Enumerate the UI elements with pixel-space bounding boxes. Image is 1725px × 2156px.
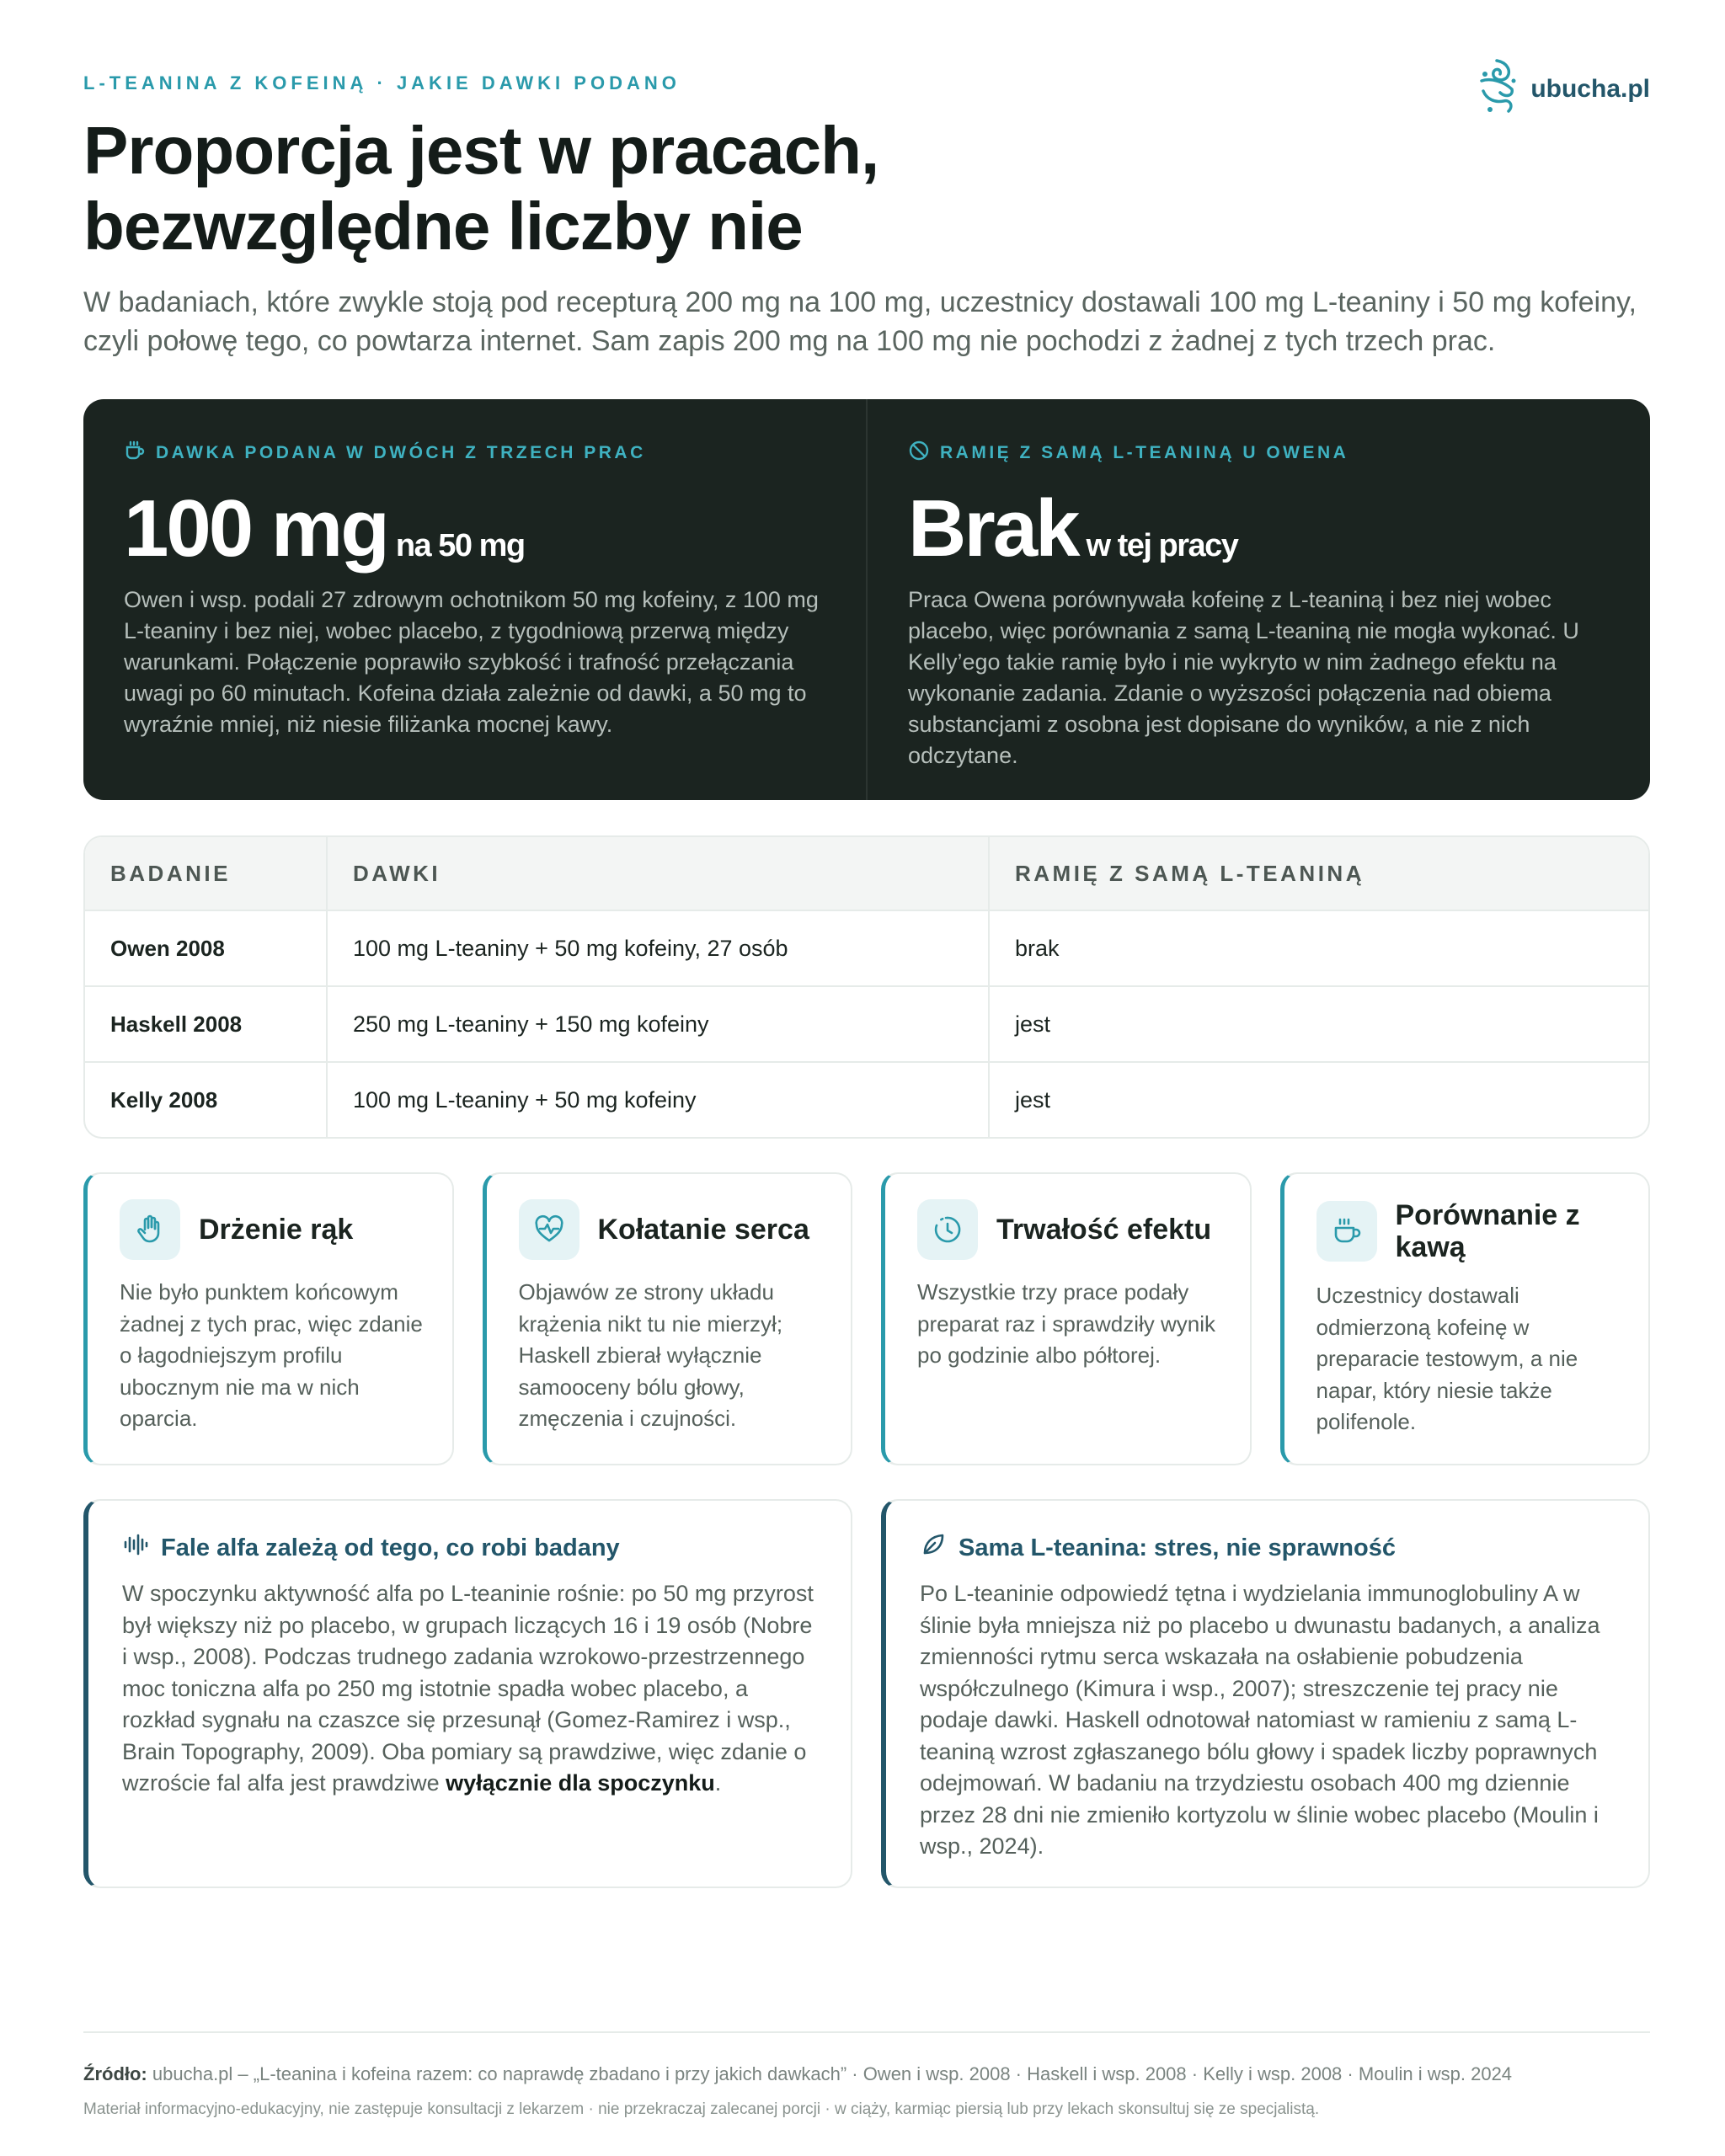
lede: W badaniach, które zwykle stoją pod recepturą 200 mg na 100 mg, uczestnicy dostawali 100 mg L-teaniny i 50 mg kofeiny, czyli połowę tego, co powtarza internet. Sam zapis 200 mg na 100 mg nie pochodzi z żadnej z tych trzech prac. bbox=[83, 286, 1637, 357]
card-duration bbox=[881, 1172, 1252, 1465]
source-text: ubucha.pl – „L-teanina i kofeina razem: co naprawdę zbadano i przy jakich dawkach” · Owen i wsp. 2008 · Haskell i wsp. 2008 · Kelly i wsp. 2008 · Moulin i wsp. 2024 bbox=[152, 2063, 1513, 2084]
arm-label-text: RAMIĘ Z SAMĄ L-TEANINĄ U OWENA bbox=[940, 443, 1349, 462]
arm-small: w tej pracy bbox=[1086, 528, 1238, 563]
dose-panel-right bbox=[866, 399, 1650, 800]
arm-text: Praca Owena porównywała kofeinę z L-teaniną i bez niej wobec placebo, więc porównania z samą L-teaniną nie mogła wykonać. U Kelly’ego takie ramię było i nie wykryto w nim żadnego efektu na wykonanie zadania. Zdanie o wyższości połączenia nad obiema substancjami z osobna jest dopisane do wyników, a nie z nich odczytane. bbox=[908, 587, 1579, 768]
note-head bbox=[920, 1531, 1615, 1565]
column-header-study: BADANIE bbox=[85, 837, 328, 910]
note-title: Sama L-teanina: stres, nie sprawność bbox=[959, 1534, 1396, 1561]
card-coffee bbox=[1280, 1172, 1651, 1465]
study-arm: jest bbox=[1015, 1011, 1051, 1037]
study-arm: brak bbox=[1015, 935, 1060, 961]
source-label: Źródło: bbox=[83, 2063, 147, 2084]
card-head bbox=[1316, 1199, 1624, 1263]
studies-table bbox=[83, 835, 1650, 1139]
timer-icon bbox=[917, 1199, 978, 1260]
table-row bbox=[85, 910, 1648, 985]
title-line-2: bezwzględne liczby nie bbox=[83, 189, 803, 264]
study-doses: 250 mg L-teaniny + 150 mg kofeiny bbox=[328, 987, 990, 1061]
column-header-doses: DAWKI bbox=[328, 837, 990, 910]
note-emphasis: wyłącznie dla spoczynku bbox=[446, 1770, 715, 1796]
ban-icon bbox=[908, 440, 930, 467]
page-title bbox=[83, 113, 1263, 264]
kombucha-logo-icon bbox=[1475, 57, 1519, 120]
dose-value bbox=[124, 483, 825, 574]
dose-panel bbox=[83, 399, 1650, 800]
note-head bbox=[122, 1531, 817, 1565]
dose-panel-left bbox=[83, 399, 866, 800]
card-text: Wszystkie trzy prace podały preparat raz i sprawdziły wynik po godzinie albo półtorej. bbox=[917, 1279, 1216, 1368]
study-name: Haskell 2008 bbox=[85, 987, 328, 1061]
card-title: Trwałość efektu bbox=[996, 1214, 1212, 1246]
note-theanine-alone bbox=[881, 1499, 1650, 1888]
table-header-row bbox=[85, 837, 1648, 910]
arm-value bbox=[908, 483, 1610, 574]
card-title: Drżenie rąk bbox=[199, 1214, 354, 1246]
card-text: Uczestnicy dostawali odmierzoną kofeinę w preparacie testowym, a nie napar, który niesie także polifenole. bbox=[1316, 1283, 1578, 1434]
arm-big: Brak bbox=[908, 483, 1078, 574]
coffee-icon bbox=[1316, 1201, 1377, 1262]
leaf-icon bbox=[920, 1531, 947, 1565]
dose-text: Owen i wsp. podali 27 zdrowym ochotnikom 50 mg kofeiny, z 100 mg L-teaniny i bez niej, wobec placebo, z tygodniową przerwą między warunkami. Połączenie poprawiło szybkość i trafność przełączania uwagi po 60 minutach. Kofeina działa zależnie od dawki, a 50 mg to wyraźnie mniej, niż niesie filiżanka mocnej kawy. bbox=[124, 587, 819, 737]
kicker: L-TEANINA Z KOFEINĄ · JAKIE DAWKI PODANO bbox=[83, 72, 681, 93]
dose-small: na 50 mg bbox=[395, 528, 525, 563]
card-title: Kołatanie serca bbox=[597, 1214, 809, 1246]
note-body: W spoczynku aktywność alfa po L-teaninie rośnie: po 50 mg przyrost był większy niż po placebo, w grupach liczących 16 i 19 osób (Nobre i wsp., 2008). Podczas trudnego zadania wzrokowo-przestrzennego moc toniczna alfa po 250 mg istotnie spadła wobec placebo, a rozkład sygnału na czaszce się przesunął (Gomez-Ramirez i wsp., Brain Topography, 2009). Oba pomiary są prawdziwe, więc zdanie o wzroście fal alfa jest prawdziwe bbox=[122, 1581, 814, 1796]
card-title: Porównanie z kawą bbox=[1395, 1199, 1580, 1263]
card-text: Objawów ze strony układu krążenia nikt tu nie mierzył; Haskell zbierał wyłącznie samooceny bólu głowy, zmęczenia i czujności. bbox=[518, 1279, 783, 1431]
footer-disclaimer: Materiał informacyjno-edukacyjny, nie zastępuje konsultacji z lekarzem · nie przekraczaj zalecanej porcji · w ciąży, karmiąc piersią lub przy lekach skonsultuj się ze specjalistą. bbox=[83, 2100, 1320, 2118]
study-doses: 100 mg L-teaniny + 50 mg kofeiny bbox=[328, 1063, 990, 1137]
study-doses: 100 mg L-teaniny + 50 mg kofeiny, 27 osób bbox=[328, 911, 990, 985]
waveform-icon bbox=[122, 1531, 149, 1565]
title-line-1: Proporcja jest w pracach, bbox=[83, 113, 879, 188]
study-name: Kelly 2008 bbox=[85, 1063, 328, 1137]
card-head bbox=[519, 1199, 826, 1260]
note-title: Fale alfa zależą od tego, co robi badany bbox=[161, 1534, 620, 1561]
study-name: Owen 2008 bbox=[85, 911, 328, 985]
note-alpha-waves bbox=[83, 1499, 852, 1888]
dose-label-text: DAWKA PODANA W DWÓCH Z TRZECH PRAC bbox=[156, 443, 646, 462]
card-text: Nie było punktem końcowym żadnej z tych prac, więc zdanie o łagodniejszym profilu ubocznym nie ma w nich oparcia. bbox=[120, 1279, 423, 1431]
study-arm: jest bbox=[1015, 1086, 1051, 1113]
notes bbox=[83, 1499, 1650, 1888]
note-tail: . bbox=[714, 1770, 722, 1796]
heart-pulse-icon bbox=[519, 1199, 579, 1260]
column-header-arm: RAMIĘ Z SAMĄ L-TEANINĄ bbox=[1015, 860, 1365, 886]
dose-label bbox=[124, 440, 825, 467]
hand-icon bbox=[120, 1199, 180, 1260]
note-text bbox=[122, 1578, 817, 1800]
footer-divider bbox=[83, 2031, 1650, 2033]
card-tremor bbox=[83, 1172, 454, 1465]
table-row bbox=[85, 985, 1648, 1061]
card-head bbox=[917, 1199, 1225, 1260]
logo-text: ubucha.pl bbox=[1530, 74, 1650, 103]
logo[interactable] bbox=[1475, 57, 1650, 120]
cup-icon bbox=[124, 440, 146, 467]
dose-big: 100 mg bbox=[124, 483, 387, 574]
note-text: Po L-teaninie odpowiedź tętna i wydzielania immunoglobuliny A w ślinie była mniejsza niż po placebo u dwunastu badanych, a analiza zmienności rytmu serca wskazała na osłabienie pobudzenia współczulnego (Kimura i wsp., 2007); streszczenie tej pracy nie podaje dawki. Haskell odnotował natomiast w ramieniu z samą L-teaniną wzrost zgłaszanego bólu głowy i spadek liczby poprawnych odejmowań. W badaniu na trzydziestu osobach 400 mg dziennie przez 28 dni nie zmieniło kortyzolu w ślinie wobec placebo (Moulin i wsp., 2024). bbox=[920, 1581, 1600, 1859]
claims-cards bbox=[83, 1172, 1650, 1465]
table-row bbox=[85, 1061, 1648, 1137]
footer-source bbox=[83, 2063, 1512, 2085]
card-palpitations bbox=[483, 1172, 853, 1465]
arm-label bbox=[908, 440, 1610, 467]
card-head bbox=[120, 1199, 427, 1260]
